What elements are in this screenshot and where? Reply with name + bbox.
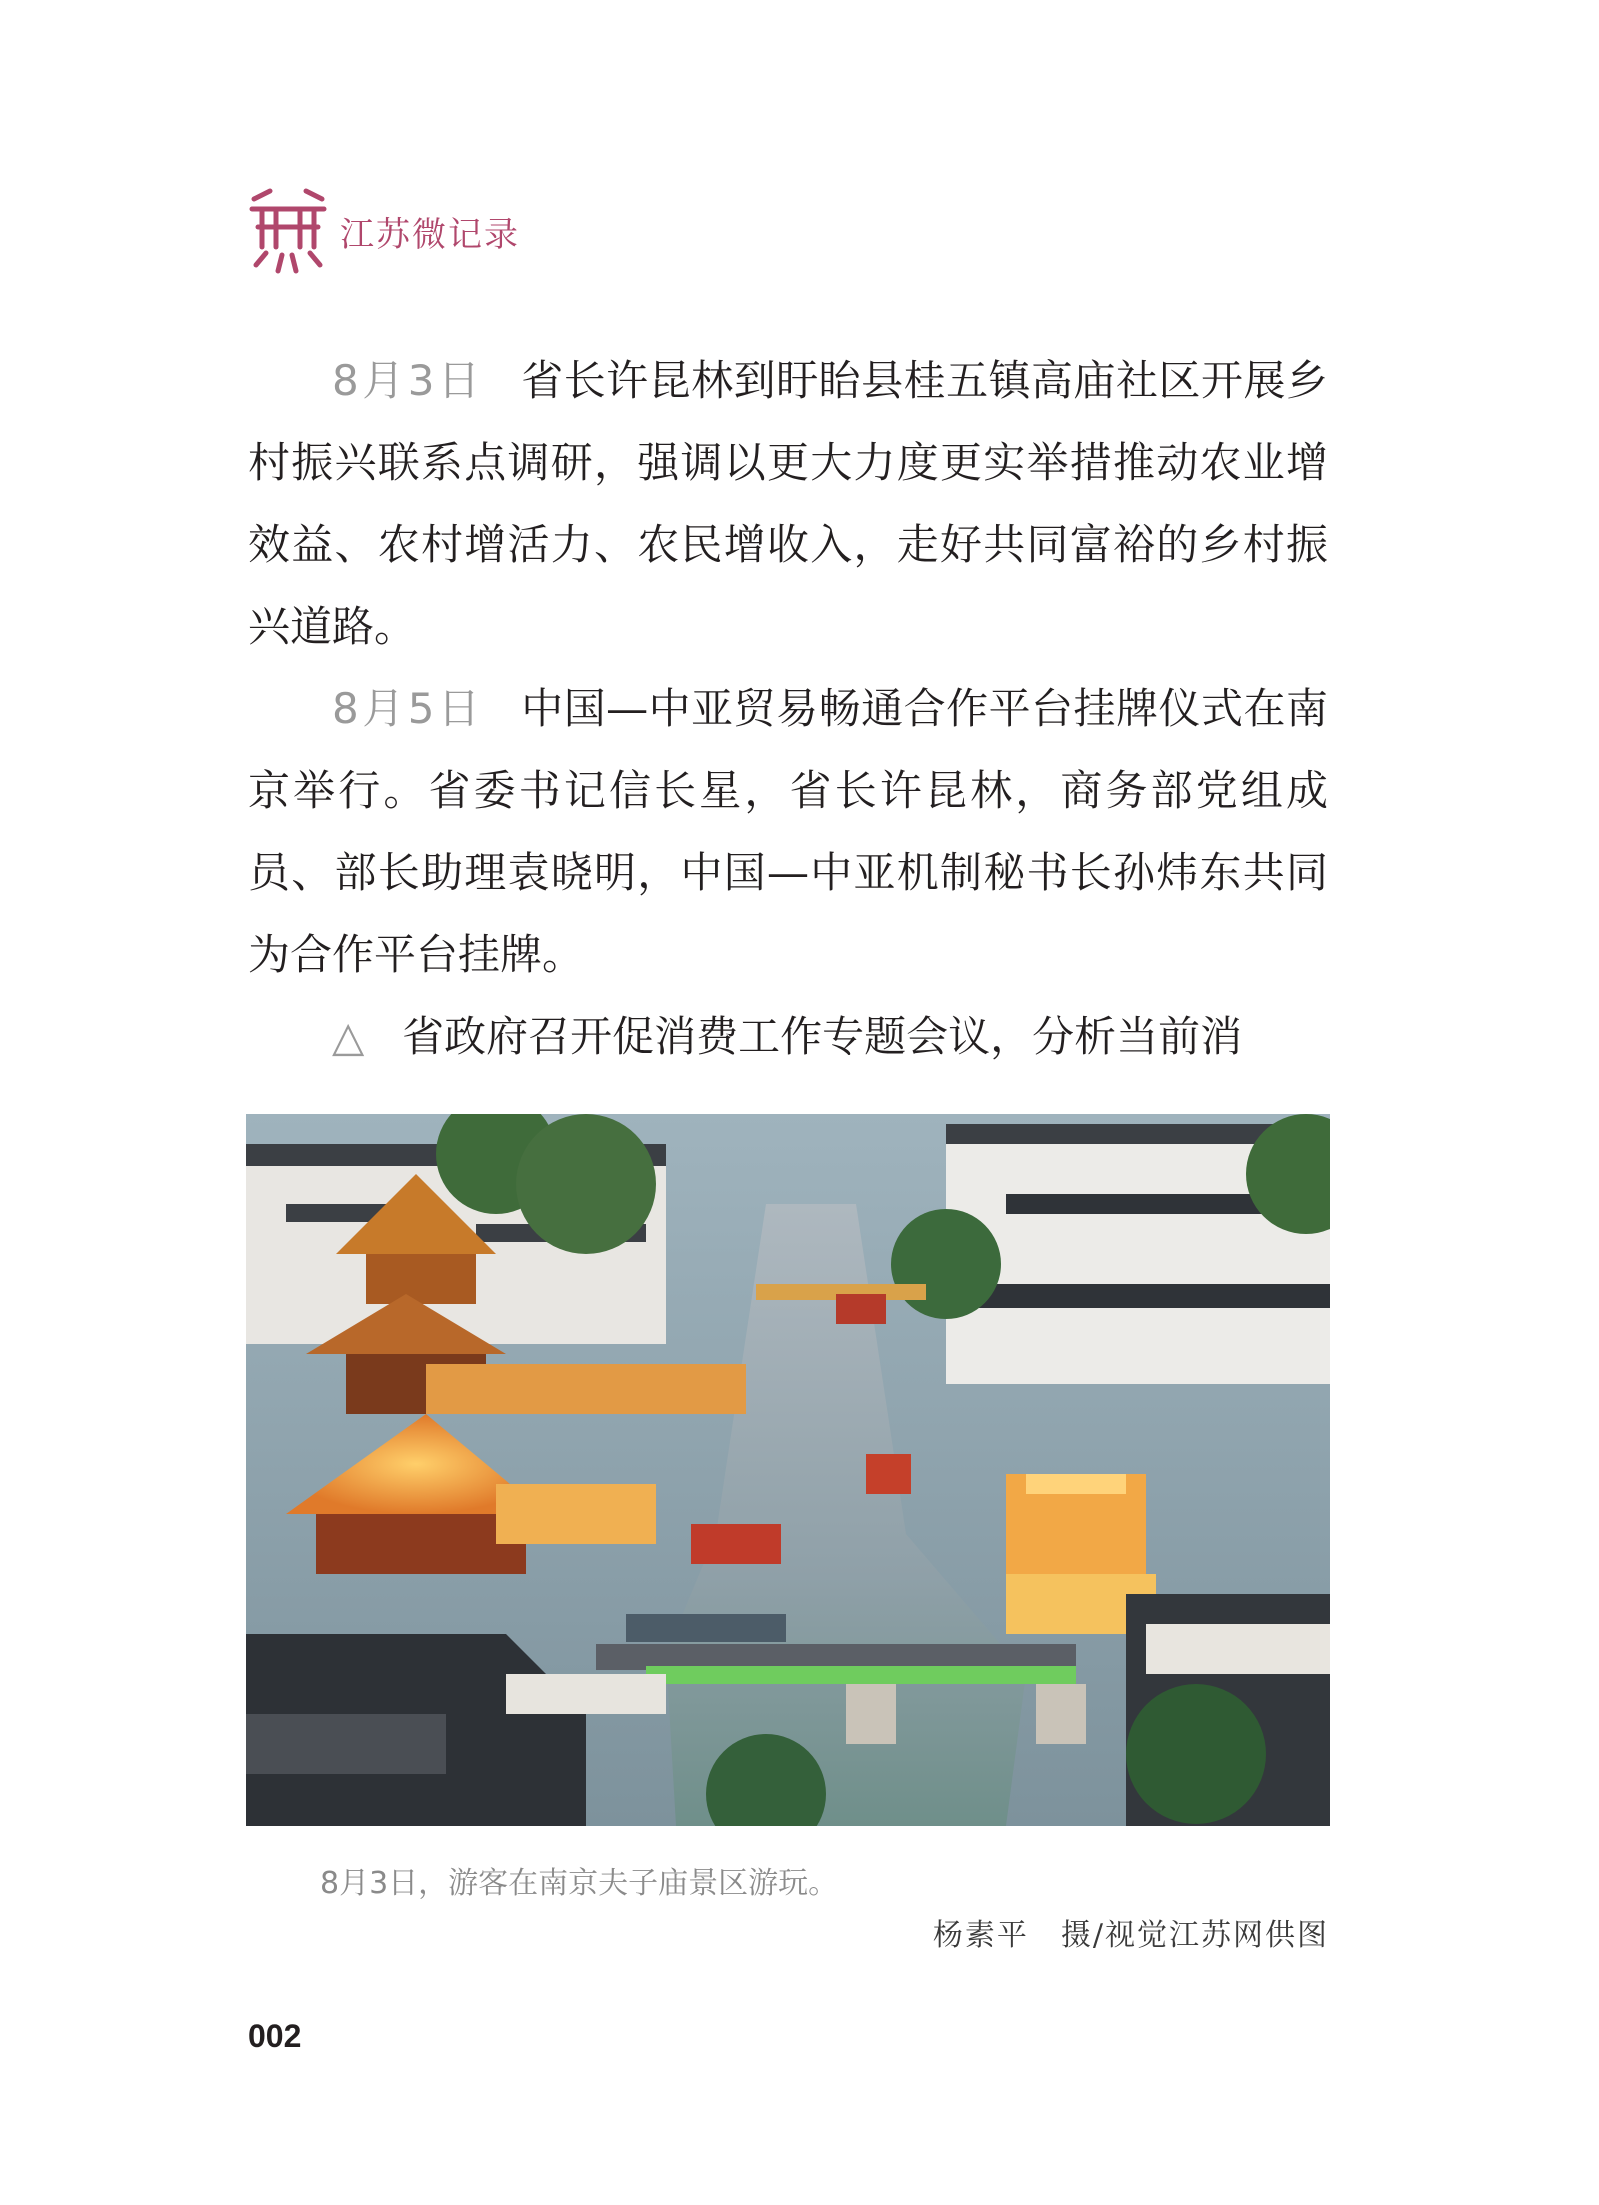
entry-text: 省政府召开促消费工作专题会议，分析当前消 <box>402 1012 1243 1061</box>
section-title: 江苏微记录 <box>340 214 520 255</box>
entry-text: 省长许昆林到盱眙县桂五镇高庙社区开展乡村振兴联系点调研，强调以更大力度更实举措推动农业增效益、农村增活力、农民增收入，走好共同富裕的乡村振兴道路。 <box>248 356 1328 651</box>
entry-text: 中国—中亚贸易畅通合作平台挂牌仪式在南京举行。省委书记信长星，省长许昆林，商务部党组成员、部长助理袁晓明，中国—中亚机制秘书长孙炜东共同为合作平台挂牌。 <box>248 684 1328 979</box>
page-number: 002 <box>248 2018 302 2054</box>
photo-illustration <box>246 1114 1330 1826</box>
entry-date: 8月5日 <box>332 684 484 733</box>
entry-date: 8月3日 <box>332 356 484 405</box>
article-body <box>248 340 1328 1078</box>
photo-credit: 杨素平 摄/视觉江苏网供图 <box>932 1918 1329 1953</box>
photo-caption: 8月3日，游客在南京夫子庙景区游玩。 <box>320 1866 839 1901</box>
photo-fuzimiao-scenic-area <box>246 1114 1330 1826</box>
entry-paragraph <box>248 668 1328 996</box>
triangle-marker: △ <box>332 1012 365 1061</box>
entry-paragraph <box>248 340 1328 668</box>
entry-paragraph <box>248 996 1328 1078</box>
section-header <box>248 186 520 276</box>
swallow-logo-icon <box>248 187 328 275</box>
